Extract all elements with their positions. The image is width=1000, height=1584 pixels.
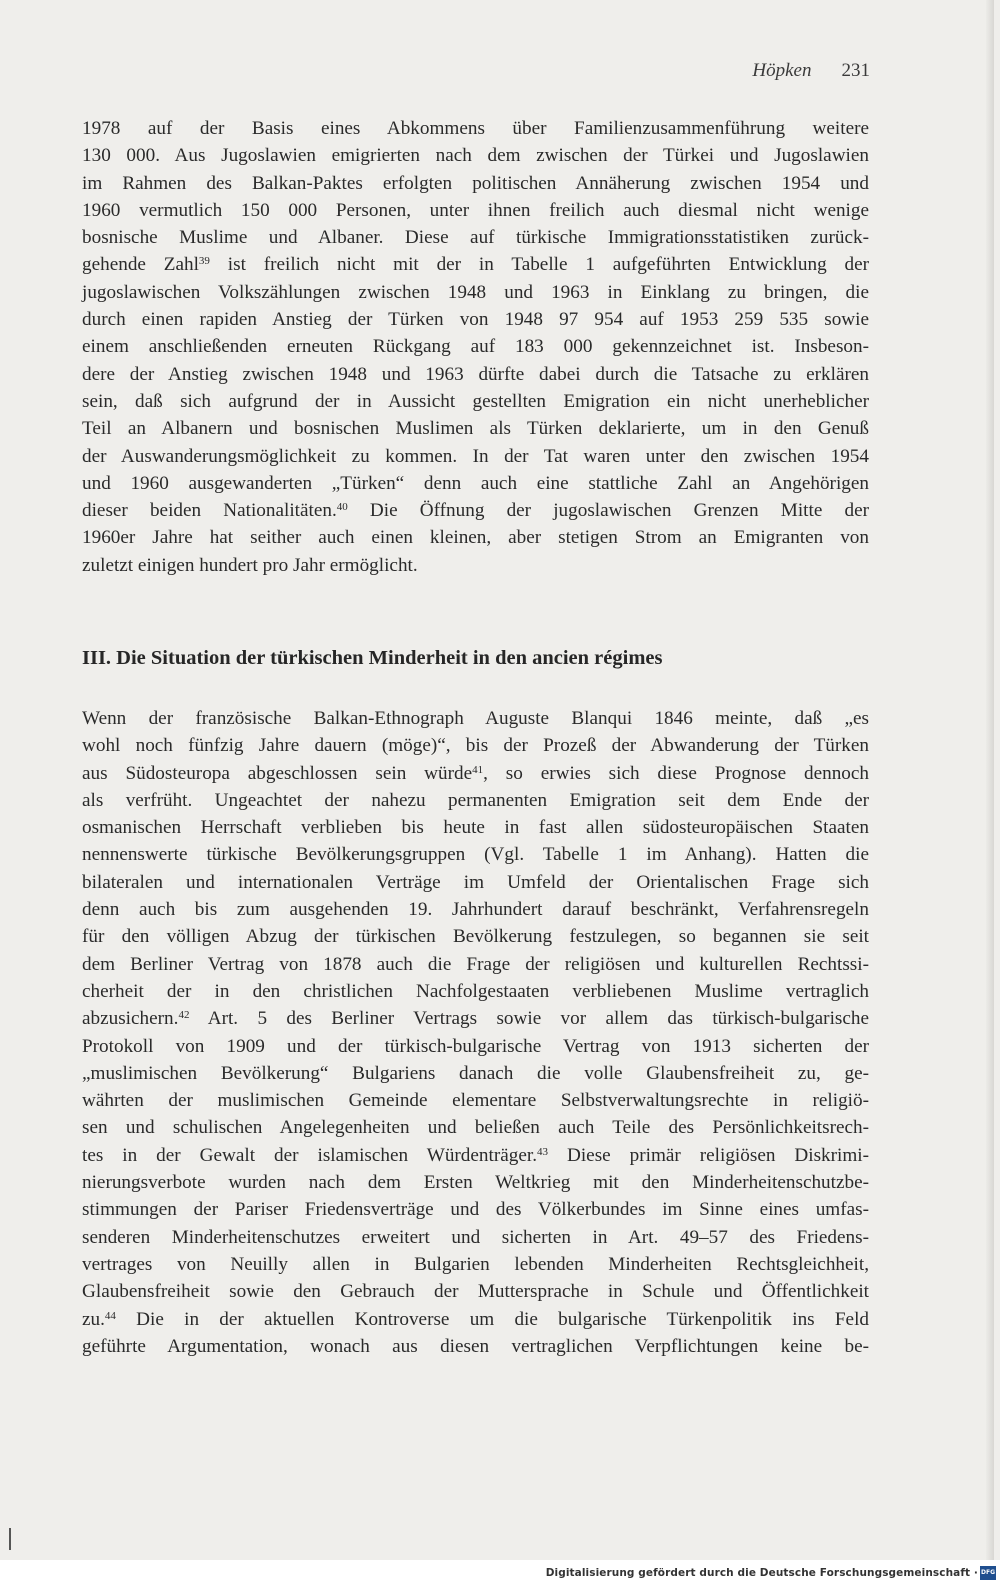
text-line: Protokoll von 1909 und der türkisch-bulgarische Vertrag von 1913 sicherten der — [82, 1035, 869, 1057]
text-line: zuletzt einigen hundert pro Jahr ermöglicht. — [82, 554, 418, 576]
text-line: nierungsverbote wurden nach dem Ersten Weltkrieg mit den Minderheitenschutzbe- — [82, 1172, 869, 1194]
text-segment: , so erwies sich diese Prognose dennoch — [483, 762, 870, 784]
text-line — [82, 1005, 869, 1032]
text-line: sein, daß sich aufgrund der in Aussicht gestellten Emigration ein nicht unerheblicher — [82, 390, 869, 412]
page-number: 231 — [841, 60, 870, 81]
margin-mark — [9, 1528, 11, 1550]
section-heading: III. Die Situation der türkischen Minderheit in den ancien régimes — [82, 647, 663, 669]
running-head-author: Höpken — [752, 60, 812, 81]
text-segment: aus Südosteuropa abgeschlossen sein würde — [82, 762, 473, 784]
text-line: nennenswerte türkische Bevölkerungsgruppen (Vgl. Tabelle 1 im Anhang). Hatten die — [82, 844, 869, 866]
text-line: 130 000. Aus Jugoslawien emigrierten nach dem zwischen der Türkei und Jugoslawien — [82, 145, 869, 167]
text-line — [82, 1306, 869, 1333]
text-segment: zu. — [82, 1308, 105, 1330]
text-line: cherheit der in den christlichen Nachfolgestaaten verbliebenen Muslime vertraglich — [82, 980, 869, 1002]
text-line: im Rahmen des Balkan-Paktes erfolgten politischen Annäherung zwischen 1954 und — [82, 172, 869, 194]
text-line: als verfrüht. Ungeachtet der nahezu permanenten Emigration seit dem Ende der — [82, 789, 869, 811]
text-line: senderen Minderheitenschutzes erweitert und sicherten in Art. 49–57 des Friedens- — [82, 1226, 869, 1248]
footer-credit-text: Digitalisierung gefördert durch die Deutsche Forschungsgemeinschaft · — [545, 1567, 978, 1579]
text-segment: gehende Zahl — [82, 254, 199, 276]
digitization-footer — [0, 1560, 1000, 1584]
text-line — [82, 497, 869, 524]
text-line: der Auswanderungsmöglichkeit zu kommen. In der Tat waren unter den zwischen 1954 — [82, 445, 869, 467]
text-line: dem Berliner Vertrag von 1878 auch die Frage der religiösen und kulturellen Rechtssi- — [82, 953, 869, 975]
paragraph-1 — [82, 115, 869, 579]
text-segment: dieser beiden Nationalitäten. — [82, 500, 337, 522]
text-line: sen und schulischen Angelegenheiten und beließen auch Teile des Persönlichkeitsrech- — [82, 1117, 869, 1139]
text-line: einem anschließenden erneuten Rückgang auf 183 000 gekennzeichnet ist. Insbeson- — [82, 336, 869, 358]
text-line: vertrages von Neuilly allen in Bulgarien lebenden Minderheiten Rechtsgleichheit, — [82, 1253, 869, 1275]
text-segment: Art. 5 des Berliner Vertrags sowie vor allem das türkisch-bulgarische — [207, 1008, 869, 1030]
text-line: geführte Argumentation, wonach aus diesen vertraglichen Verpflichtungen keine be- — [82, 1335, 869, 1357]
running-head — [0, 60, 870, 82]
text-line: 1960er Jahre hat seither auch einen kleinen, aber stetigen Strom an Emigranten von — [82, 527, 869, 549]
footnote-ref-44: 44 — [104, 1309, 116, 1322]
text-line: Glaubensfreiheit sowie den Gebrauch der Muttersprache in Schule und Öffentlichkeit — [82, 1281, 869, 1303]
footnote-ref-42: 42 — [178, 1009, 190, 1022]
text-line: Wenn der französische Balkan-Ethnograph Auguste Blanqui 1846 meinte, daß „es — [82, 708, 869, 729]
footnote-ref-40: 40 — [336, 501, 348, 514]
footnote-ref-39: 39 — [198, 255, 210, 268]
text-line: dere der Anstieg zwischen 1948 und 1963 dürfte dabei durch die Tatsache zu erklären — [82, 363, 869, 385]
text-line: währten der muslimischen Gemeinde elementare Selbstverwaltungsrechte in religiö- — [82, 1090, 869, 1112]
text-segment: ist freilich nicht mit der in Tabelle 1 aufgeführten Entwicklung der — [227, 254, 869, 276]
text-line: „muslimischen Bevölkerung“ Bulgariens danach die volle Glaubensfreiheit zu, ge- — [82, 1062, 869, 1084]
text-segment: Diese primär religiösen Diskrimi- — [566, 1144, 870, 1166]
text-line: durch einen rapiden Anstieg der Türken von 1948 97 954 auf 1953 259 535 sowie — [82, 309, 869, 331]
dfg-logo-icon: DFG — [980, 1566, 996, 1580]
text-line: für den völligen Abzug der türkischen Bevölkerung festzulegen, so begannen sie seit — [82, 926, 869, 948]
text-line — [82, 1142, 869, 1169]
text-line: osmanischen Herrschaft verblieben bis heute in fast allen südosteuropäischen Staaten — [82, 817, 869, 839]
text-line: wohl noch fünfzig Jahre dauern (möge)“, bis der Prozeß der Abwanderung der Türken — [82, 735, 869, 757]
text-line: bilateralen und internationalen Verträge im Umfeld der Orientalischen Frage sich — [82, 871, 869, 893]
text-line: bosnische Muslime und Albaner. Diese auf türkische Immigrationsstatistiken zurück- — [82, 227, 869, 249]
footnote-ref-41: 41 — [472, 763, 484, 776]
text-line: 1978 auf der Basis eines Abkommens über Familienzusammenführung weitere — [82, 118, 869, 139]
text-segment: tes in der Gewalt der islamischen Würdenträger. — [82, 1144, 537, 1166]
text-line — [82, 251, 869, 278]
text-line: und 1960 ausgewanderten „Türken“ denn auch eine stattliche Zahl an Angehörigen — [82, 472, 869, 494]
text-segment: abzusichern. — [82, 1008, 179, 1030]
text-line — [82, 760, 869, 787]
text-line: 1960 vermutlich 150 000 Personen, unter ihnen freilich auch diesmal nicht wenige — [82, 199, 869, 221]
text-line: stimmungen der Pariser Friedensverträge und des Völkerbundes im Sinne eines umfas- — [82, 1199, 869, 1221]
paragraph-2 — [82, 705, 869, 1360]
footnote-ref-43: 43 — [537, 1145, 548, 1158]
text-segment: Die in der aktuellen Kontroverse um die bulgarische Türkenpolitik ins Feld — [136, 1308, 869, 1330]
text-line: jugoslawischen Volkszählungen zwischen 1948 und 1963 in Einklang zu bringen, die — [82, 281, 869, 303]
text-line: Teil an Albanern und bosnischen Muslimen als Türken deklarierte, um in den Genuß — [82, 418, 869, 440]
text-line: denn auch bis zum ausgehenden 19. Jahrhundert darauf beschränkt, Verfahrensregeln — [82, 899, 869, 921]
text-segment: Die Öffnung der jugoslawischen Grenzen Mitte der — [369, 500, 870, 522]
